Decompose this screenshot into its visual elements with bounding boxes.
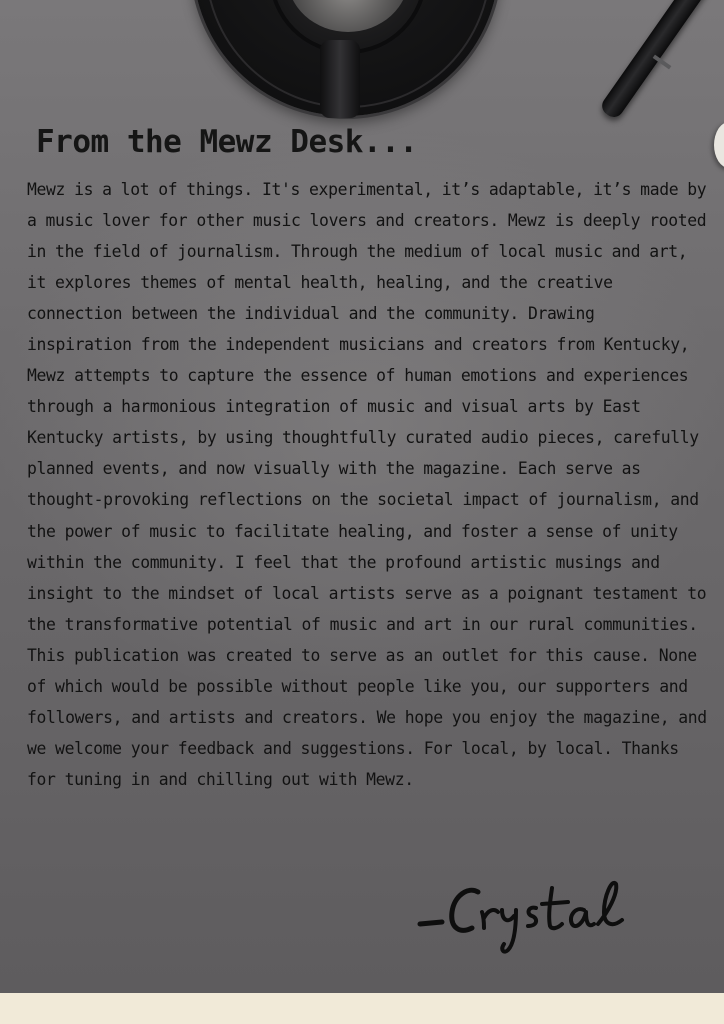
letter-body: Mewz is a lot of things. It's experimental, it’s adaptable, it’s made by a music lover for other music lovers and creators. Mewz is deeply rooted in the field of journalism. Through the medium of local music and art, it explores themes of mental health, healing, and the creative connection between the individual and the community. Drawing inspiration from the independent musicians and creators from Kentucky, Mewz attempts to capture the essence of human emotions and experiences through a harmonious integration of music and visual arts by East Kentucky artists, by using thoughtfully curated audio pieces, carefully planned events, and now visually with the magazine. Each serve as thought-provoking reflections on the societal impact of journalism, and the power of music to facilitate healing, and foster a sense of unity within the community. I feel that the profound artistic musings and insight to the mindset of local artists serve as a poignant testament to the transformative potential of music and art in our rural communities. This publication was created to serve as an outlet for this cause. None of which would be possible without people like you, our supporters and followers, and artists and creators. We hope you enjoy the magazine, and we welcome your feedback and suggestions. For local, by local. Thanks for tuning in and chilling out with Mewz. [27,180,707,789]
signature-image [412,866,652,966]
letter-heading: From the Mewz Desk... [36,124,418,160]
paper-edge-image [714,122,724,168]
cup-handle [320,40,360,118]
page-bottom-margin [0,993,724,1024]
